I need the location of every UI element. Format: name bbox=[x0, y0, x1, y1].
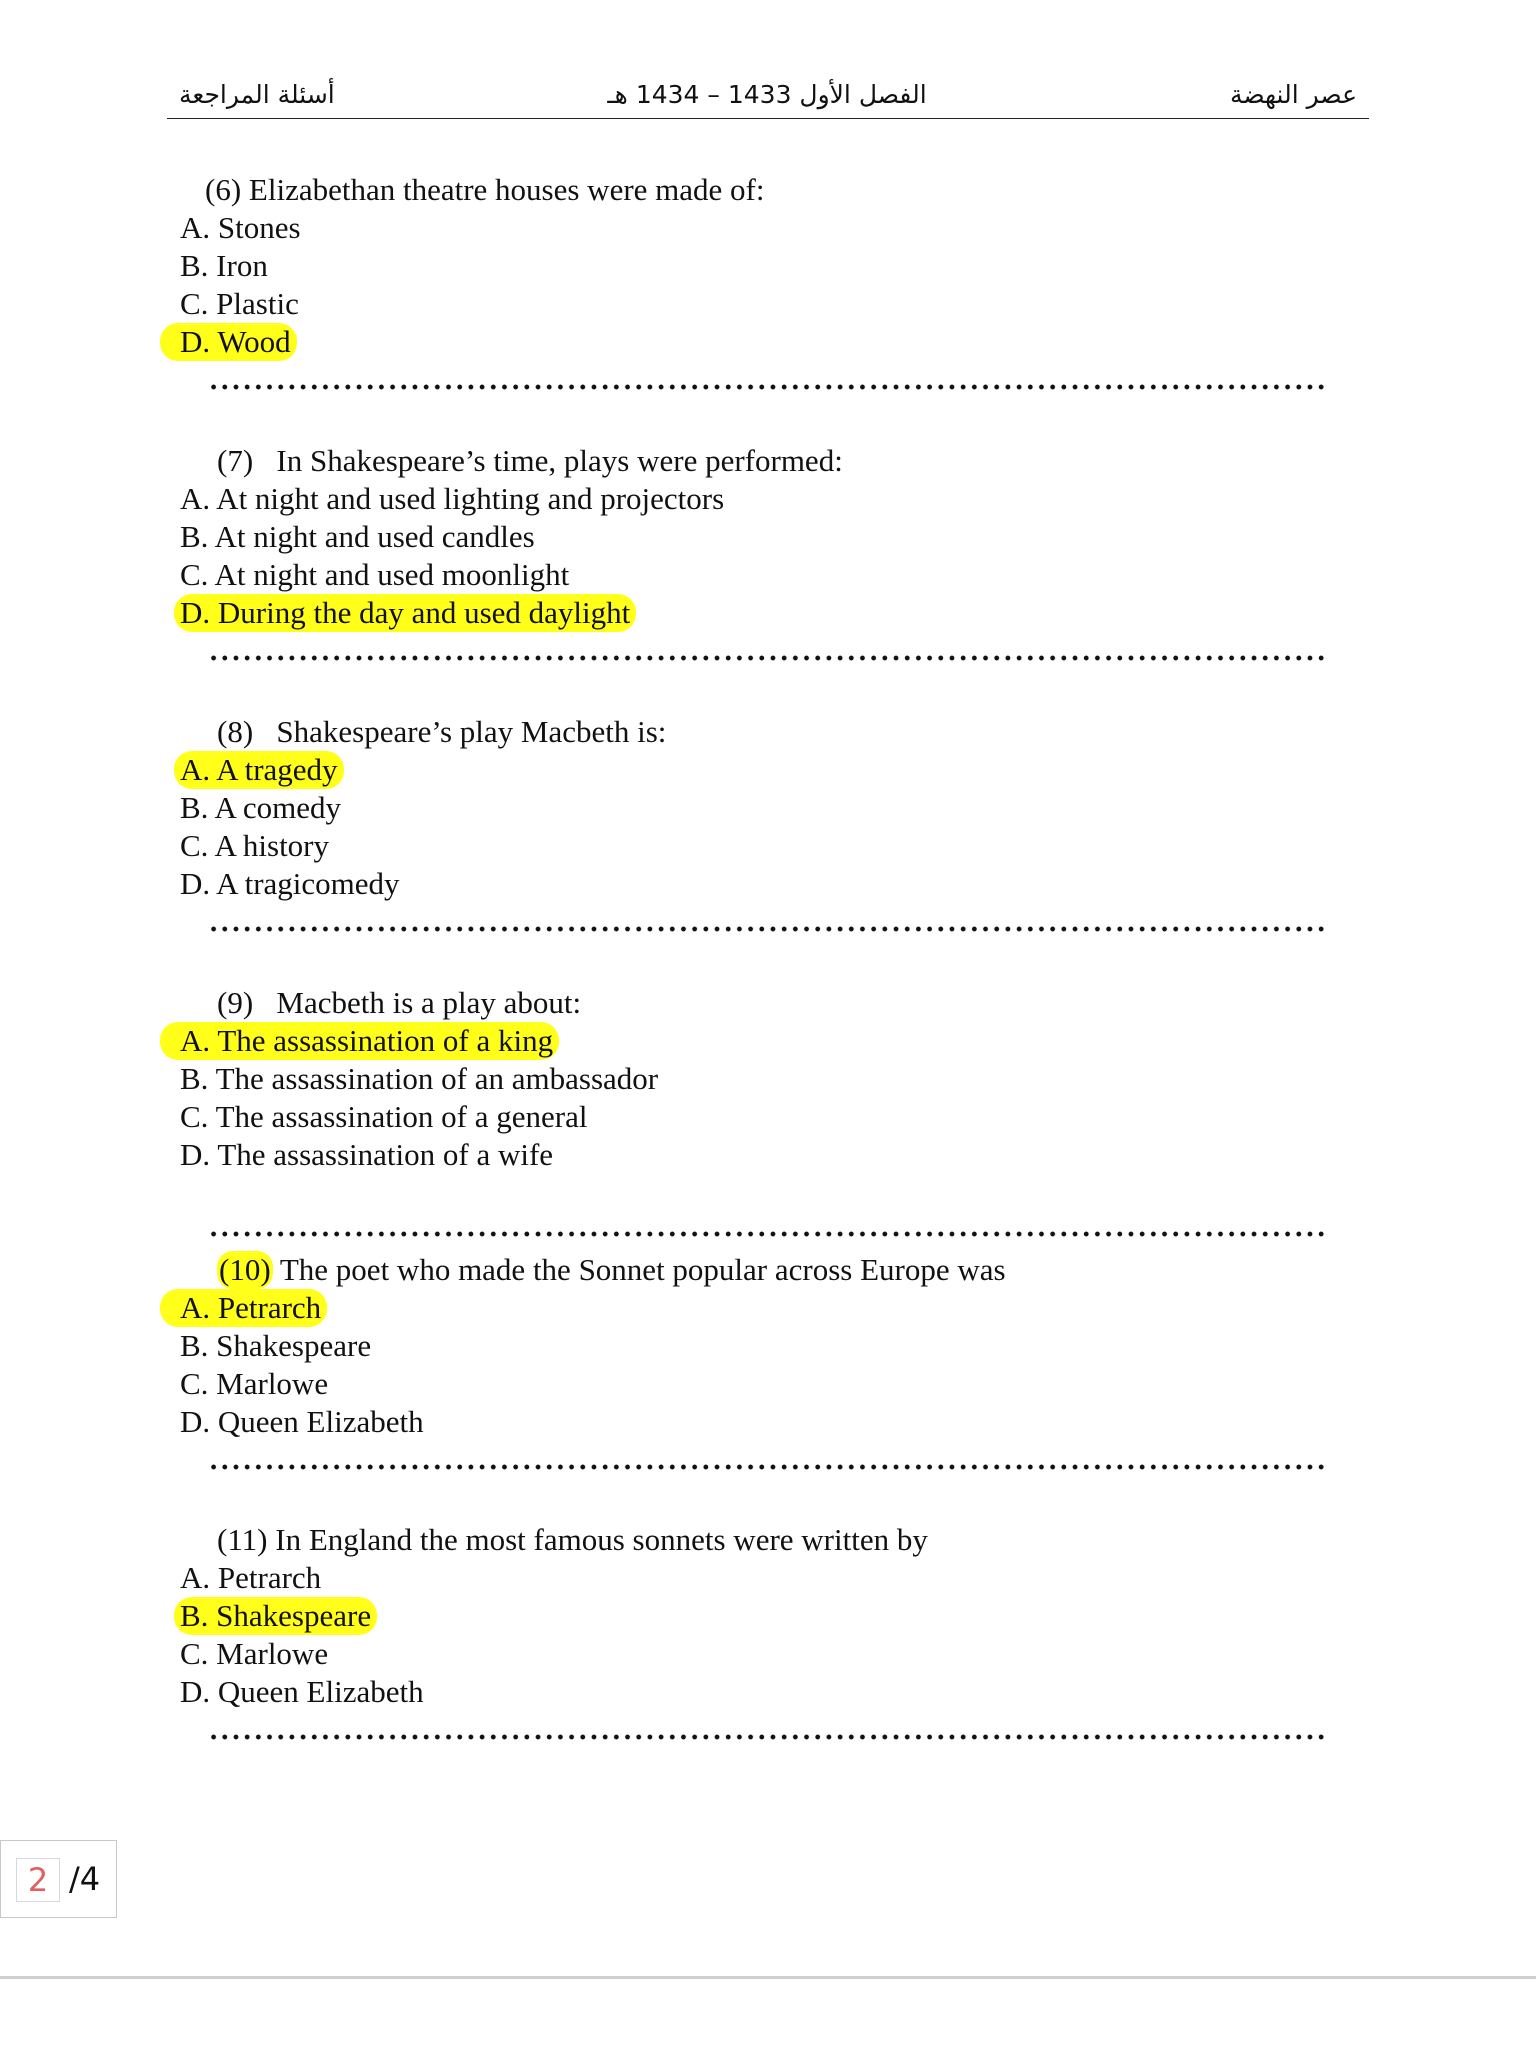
question-10-option-b: B. Shakespeare bbox=[180, 1328, 372, 1363]
question-7 bbox=[180, 442, 1340, 632]
dotted-separator bbox=[208, 1463, 1328, 1471]
dotted-separator bbox=[208, 1733, 1328, 1741]
dotted-separator bbox=[208, 654, 1328, 662]
question-11-option-c: C. Marlowe bbox=[180, 1636, 329, 1671]
question-11-option-a: A. Petrarch bbox=[180, 1560, 322, 1595]
question-9-option-c: C. The assassination of a general bbox=[180, 1099, 588, 1134]
question-8-stem bbox=[180, 713, 1340, 751]
question-8-option-a-highlighted: A. A tragedy bbox=[180, 751, 1340, 789]
question-7-option-b: B. At night and used candles bbox=[180, 519, 535, 554]
question-6 bbox=[180, 171, 1340, 361]
question-10-text: The poet who made the Sonnet popular across Europe was bbox=[279, 1252, 1006, 1287]
question-7-stem bbox=[180, 442, 1340, 480]
question-10-option-c: C. Marlowe bbox=[180, 1366, 329, 1401]
question-10-stem bbox=[180, 1251, 1340, 1289]
question-10-number-highlighted: (10) bbox=[219, 1252, 271, 1287]
question-8-option-b: B. A comedy bbox=[180, 790, 342, 825]
question-11-stem bbox=[180, 1521, 1340, 1559]
question-7-option-d-highlighted: D. During the day and used daylight bbox=[180, 594, 1340, 632]
question-10 bbox=[180, 1251, 1340, 1441]
question-11-option-b-highlighted: B. Shakespeare bbox=[180, 1597, 1340, 1635]
question-7-text: In Shakespeare’s time, plays were performed: bbox=[276, 443, 843, 478]
question-8 bbox=[180, 713, 1340, 903]
header-right-text: عصر النهضة bbox=[1229, 80, 1357, 109]
page-indicator bbox=[0, 1840, 117, 1918]
dotted-separator bbox=[208, 1230, 1328, 1238]
question-6-option-d-highlighted: D. Wood bbox=[180, 323, 1340, 361]
question-6-stem bbox=[180, 171, 1340, 209]
question-11-option-d: D. Queen Elizabeth bbox=[180, 1674, 424, 1709]
header-left-text: أسئلة المراجعة bbox=[179, 80, 335, 109]
question-8-number: (8) bbox=[217, 714, 254, 749]
question-7-option-c: C. At night and used moonlight bbox=[180, 557, 570, 592]
question-8-text: Shakespeare’s play Macbeth is: bbox=[276, 714, 667, 749]
question-11-number: (11) bbox=[217, 1522, 268, 1557]
question-7-number: (7) bbox=[217, 443, 254, 478]
question-9 bbox=[180, 984, 1340, 1174]
question-6-text: Elizabethan theatre houses were made of: bbox=[248, 172, 765, 207]
question-6-option-c: C. Plastic bbox=[180, 286, 299, 321]
question-9-text: Macbeth is a play about: bbox=[276, 985, 582, 1020]
question-9-option-b: B. The assassination of an ambassador bbox=[180, 1061, 659, 1096]
header-center-text: الفصل الأول 1433 – 1434 هـ bbox=[607, 80, 927, 109]
question-8-option-d: D. A tragicomedy bbox=[180, 866, 400, 901]
question-9-option-a-highlighted: A. The assassination of a king bbox=[180, 1022, 1340, 1060]
question-11 bbox=[180, 1521, 1340, 1711]
viewer-bottom-divider bbox=[0, 1976, 1536, 1979]
question-9-option-d: D. The assassination of a wife bbox=[180, 1137, 554, 1172]
question-6-number: (6) bbox=[205, 172, 242, 207]
question-10-option-a-highlighted: A. Petrarch bbox=[180, 1289, 1340, 1327]
question-6-option-a: A. Stones bbox=[180, 210, 301, 245]
question-11-text: In England the most famous sonnets were written by bbox=[275, 1522, 928, 1557]
dotted-separator bbox=[208, 383, 1328, 391]
question-10-option-d: D. Queen Elizabeth bbox=[180, 1404, 424, 1439]
current-page-input[interactable]: 2 bbox=[16, 1858, 60, 1902]
dotted-separator bbox=[208, 925, 1328, 933]
total-pages-label: /4 bbox=[69, 1860, 101, 1898]
question-9-number: (9) bbox=[217, 985, 254, 1020]
question-7-option-a: A. At night and used lighting and projectors bbox=[180, 481, 725, 516]
page-header bbox=[167, 78, 1369, 119]
question-6-option-b: B. Iron bbox=[180, 248, 268, 283]
question-9-stem bbox=[180, 984, 1340, 1022]
question-8-option-c: C. A history bbox=[180, 828, 330, 863]
